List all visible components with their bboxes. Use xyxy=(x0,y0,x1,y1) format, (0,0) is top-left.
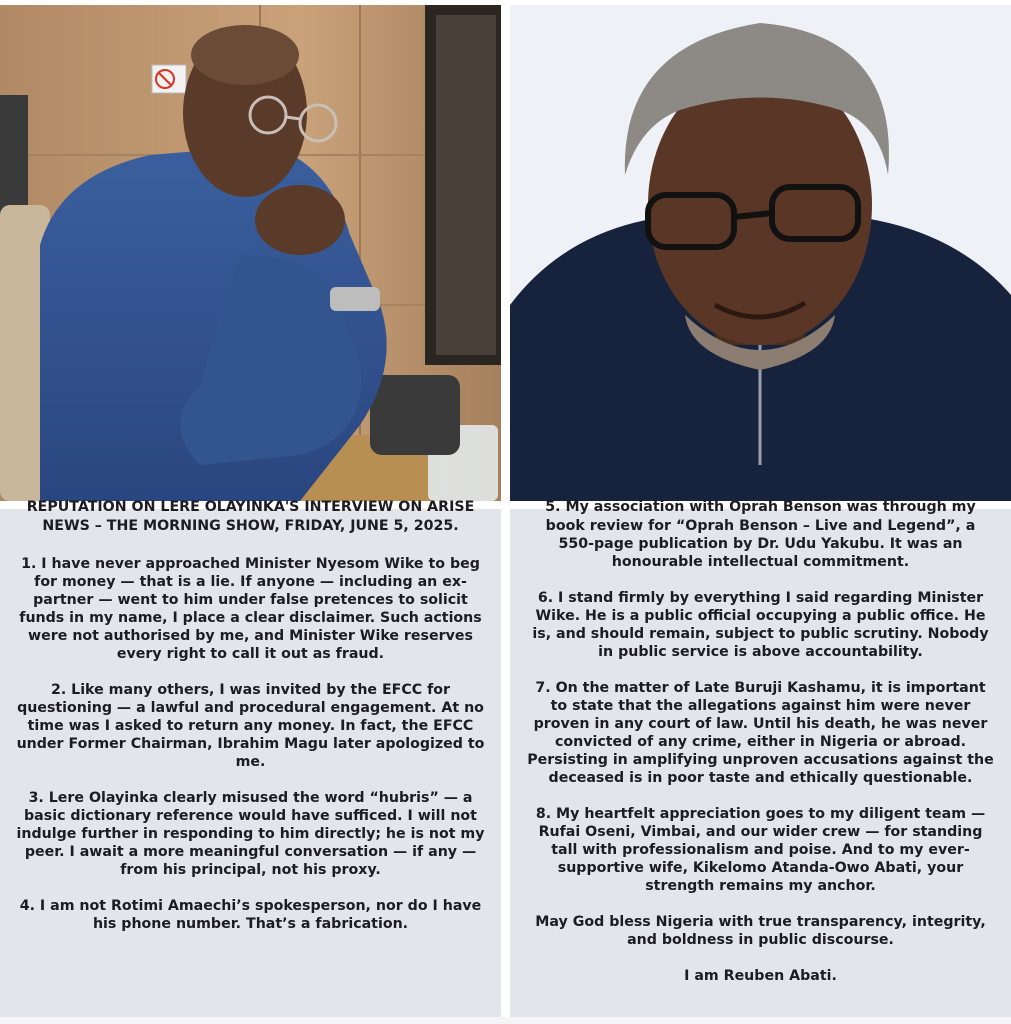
cut-top-line: 5. My association with Oprah Benson was through my xyxy=(545,499,976,515)
closing-blessing: May God bless Nigeria with true transparency, integrity, and boldness in public discourse. xyxy=(535,914,986,948)
paragraph-8: 8. My heartfelt appreciation goes to my diligent team — Rufai Oseni, Vimbai, and our wider crew — for standing tall with professionalism and poise. And to my ever-supportive wife, Kikelomo Atanda-Owo Abati, your strength remains my anchor. xyxy=(535,806,986,894)
bottom-border xyxy=(0,1017,1011,1024)
statement-panel-left xyxy=(0,499,501,1017)
paragraph-4: 4. I am not Rotimi Amaechi’s spokesperson, nor do I have his phone number. That’s a fabrication. xyxy=(19,898,482,932)
paragraph-3: 3. Lere Olayinka clearly misused the word “hubris” — a basic dictionary reference would have sufficed. I will not indulge further in responding to him directly; he is not my peer. I await a more meaningful conversation — if any — from his principal, not his proxy. xyxy=(16,790,485,878)
statement-heading: NEWS – THE MORNING SHOW, FRIDAY, JUNE 5, 2025. xyxy=(42,518,459,534)
photo-illustration-right xyxy=(510,5,1011,501)
paragraph-1: 1. I have never approached Minister Nyesom Wike to beg for money — that is a lie. If anyone — including an ex-partner — went to him under false pretences to solicit funds in my name, I place a clear disclaimer. Such actions were not authorised by me, and Minister Wike reserves every right to call it out as fraud. xyxy=(19,556,482,662)
statement-text-left xyxy=(16,517,485,951)
statement-panel-right xyxy=(510,499,1011,1017)
paragraph-6: 6. I stand firmly by everything I said regarding Minister Wike. He is a public official occupying a public office. He is, and should remain, subject to public scrutiny. Nobody in public service is above accountability. xyxy=(532,590,989,660)
photo-smiling-man-right xyxy=(510,5,1011,501)
statement-text-right xyxy=(526,517,995,1003)
paragraph-2: 2. Like many others, I was invited by the EFCC for questioning — a lawful and procedural engagement. At no time was I asked to return any money. In fact, the EFCC under Former Chairman, Ibrahim Magu later apologized to me. xyxy=(16,682,485,770)
photo-illustration-left xyxy=(0,5,501,501)
cut-heading-line: REPUTATION ON LERE OLAYINKA'S INTERVIEW ON ARISE xyxy=(26,499,475,515)
paragraph-5: book review for “Oprah Benson – Live and Legend”, a 550-page publication by Dr. Udu Yakubu. It was an honourable intellectual commitment. xyxy=(545,518,976,570)
signature-line: I am Reuben Abati. xyxy=(684,968,837,984)
paragraph-7: 7. On the matter of Late Buruji Kashamu, it is important to state that the allegations against him were never proven in any court of law. Until his death, he was never convicted of any crime, either in Nigeria or abroad. Persisting in amplifying unproven accusations against the deceased is in poor taste and ethically questionable. xyxy=(527,680,994,786)
photo-man-in-glasses-left xyxy=(0,5,501,501)
